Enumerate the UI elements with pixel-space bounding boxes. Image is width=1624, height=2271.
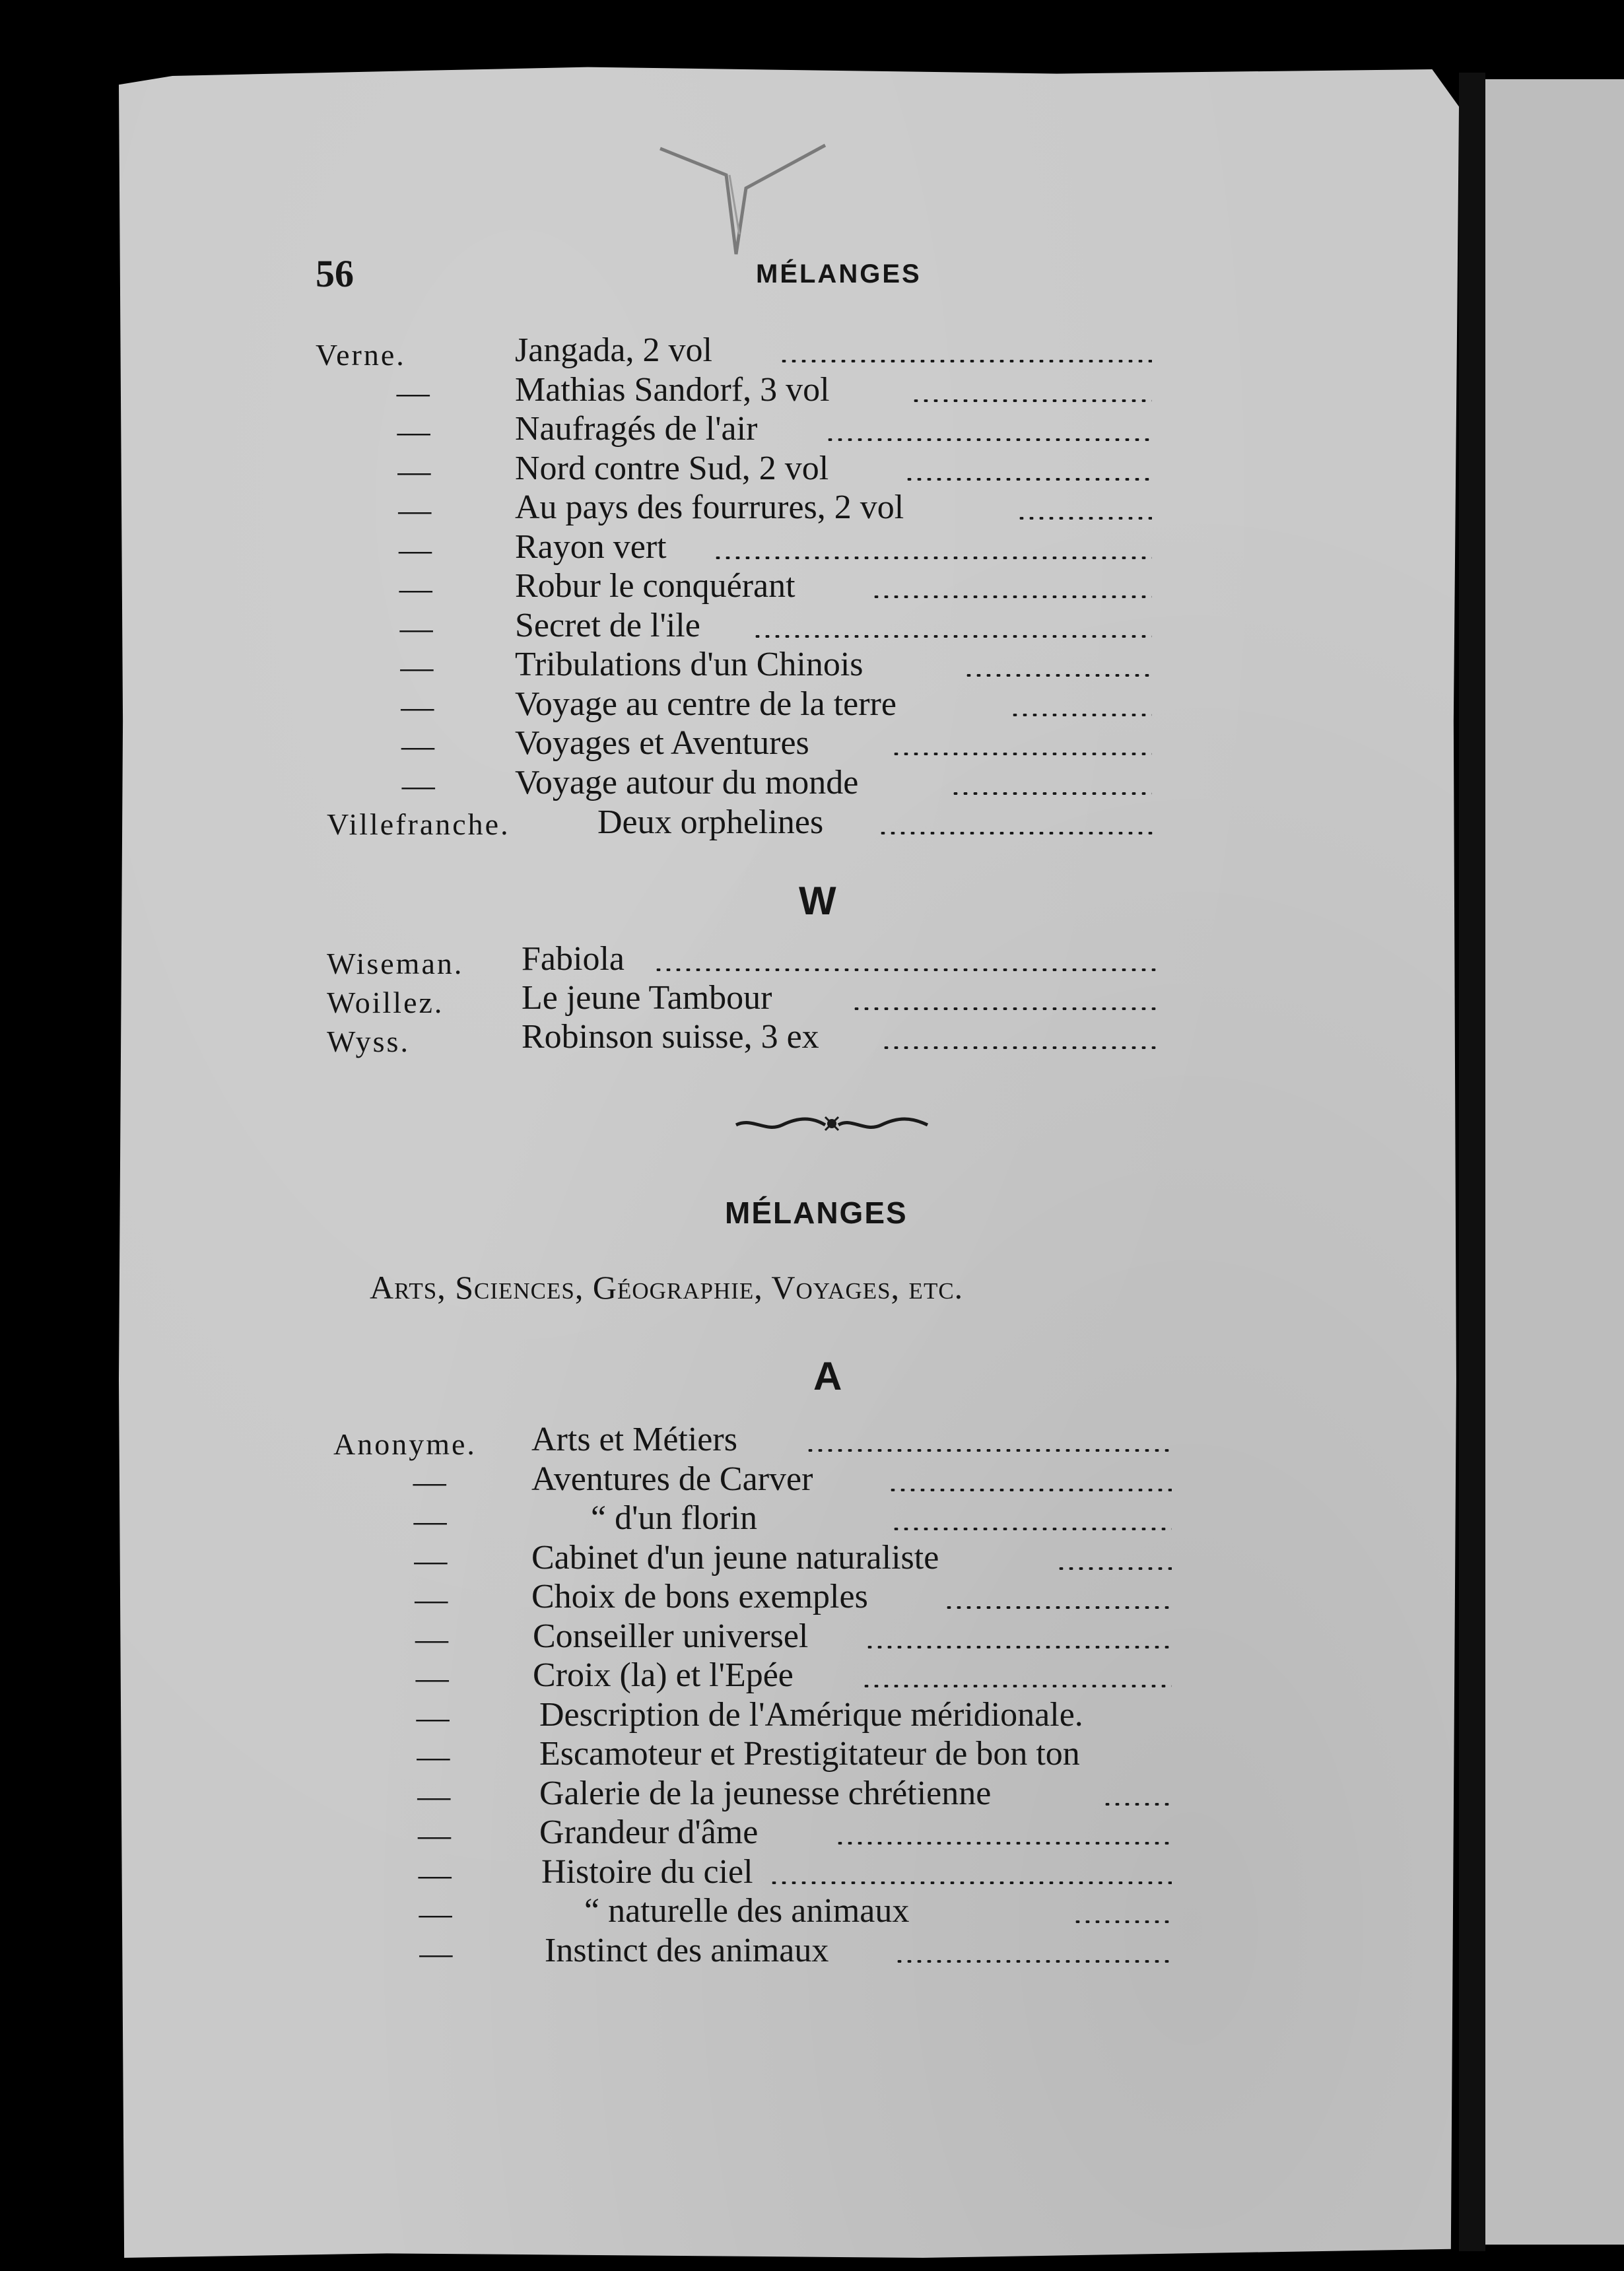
anonyme-entry-title: Grandeur d'âme bbox=[539, 1813, 759, 1851]
dot-leader bbox=[769, 1881, 1172, 1884]
ornament-divider-icon bbox=[733, 1110, 931, 1137]
w-author: Wiseman. bbox=[327, 947, 464, 980]
verne-ditto-dash: — bbox=[398, 491, 432, 528]
anonyme-ditto-dash: — bbox=[418, 1855, 452, 1893]
dot-leader bbox=[871, 595, 1152, 598]
page-number: 56 bbox=[316, 252, 354, 295]
anonyme-ditto-dash: — bbox=[418, 1816, 451, 1853]
dot-leader bbox=[865, 1646, 1172, 1648]
anonyme-entry-title: “ d'un florin bbox=[591, 1499, 757, 1537]
verne-entry-title: Mathias Sandorf, 3 vol bbox=[515, 370, 830, 409]
dot-leader bbox=[891, 753, 1152, 755]
dot-leader bbox=[852, 1007, 1161, 1010]
verne-ditto-dash: — bbox=[401, 766, 435, 803]
verne-entry-title: Naufragés de l'air bbox=[515, 410, 758, 448]
anonyme-author: Anonyme. bbox=[333, 1427, 477, 1461]
dot-leader bbox=[1102, 1803, 1172, 1806]
section-heading-melanges: MÉLANGES bbox=[725, 1196, 908, 1230]
verne-entry-title: Robur le conquérant bbox=[515, 567, 795, 605]
anonyme-ditto-dash: — bbox=[419, 1934, 453, 1971]
w-author: Woillez. bbox=[327, 986, 444, 1019]
w-entry-title: Robinson suisse, 3 ex bbox=[522, 1018, 819, 1056]
dot-leader bbox=[835, 1842, 1172, 1845]
dot-leader bbox=[1073, 1920, 1172, 1923]
dot-leader bbox=[944, 1606, 1172, 1609]
anonyme-ditto-dash: — bbox=[415, 1659, 449, 1696]
anonyme-ditto-dash: — bbox=[419, 1895, 452, 1932]
section-subheading bbox=[370, 1268, 963, 1307]
book-gutter bbox=[1459, 73, 1485, 2251]
dot-leader bbox=[825, 438, 1152, 441]
verne-entry-title: Jangada, 2 vol bbox=[515, 331, 712, 369]
dot-leader bbox=[1056, 1567, 1172, 1570]
verne-entry-title: Au pays des fourrures, 2 vol bbox=[515, 489, 904, 526]
anonyme-entry-title: Instinct des animaux bbox=[545, 1931, 829, 1969]
dot-leader bbox=[1010, 714, 1152, 716]
anonyme-entry-title: “ naturelle des animaux bbox=[584, 1892, 910, 1930]
dot-leader bbox=[1017, 517, 1152, 520]
anonyme-entry-title: Galerie de la jeunesse chrétienne bbox=[539, 1774, 992, 1812]
verne-ditto-dash: — bbox=[396, 373, 430, 411]
author-villefranche: Villefranche. bbox=[327, 807, 510, 841]
dot-leader bbox=[713, 557, 1152, 559]
section-letter-a: A bbox=[813, 1354, 842, 1398]
w-entry-title: Fabiola bbox=[522, 940, 625, 978]
verne-ditto-dash: — bbox=[400, 648, 434, 685]
anonyme-ditto-dash: — bbox=[414, 1541, 448, 1578]
dot-leader bbox=[862, 1685, 1172, 1687]
anonyme-entry-title: Escamoteur et Prestigitateur de bon ton bbox=[539, 1735, 1080, 1773]
verne-entry-title: Tribulations d'un Chinois bbox=[515, 646, 863, 683]
dot-leader bbox=[891, 1528, 1172, 1530]
verne-ditto-dash: — bbox=[399, 609, 433, 646]
dot-leader bbox=[654, 968, 1161, 971]
anonyme-ditto-dash: — bbox=[413, 1502, 447, 1539]
anonyme-entry-title: Description de l'Amérique méridionale. bbox=[539, 1695, 1083, 1734]
verne-entry-title: Rayon vert bbox=[515, 527, 667, 566]
anonyme-ditto-dash: — bbox=[416, 1698, 450, 1736]
anonyme-entry-title: Cabinet d'un jeune naturaliste bbox=[531, 1538, 939, 1576]
verne-author: Verne. bbox=[316, 338, 406, 372]
verne-ditto-dash: — bbox=[401, 727, 434, 764]
dot-leader bbox=[904, 478, 1152, 481]
verne-ditto-dash: — bbox=[397, 413, 430, 450]
dot-leader bbox=[951, 792, 1152, 795]
anonyme-ditto-dash: — bbox=[415, 1580, 448, 1617]
page-tear-icon bbox=[647, 135, 845, 267]
anonyme-entry-title: Croix (la) et l'Epée bbox=[533, 1656, 794, 1694]
verne-entry-title: Voyages et Aventures bbox=[515, 724, 809, 762]
verne-ditto-dash: — bbox=[399, 530, 432, 568]
verne-ditto-dash: — bbox=[399, 570, 432, 607]
w-author: Wyss. bbox=[327, 1025, 410, 1058]
dot-leader bbox=[888, 1489, 1172, 1491]
anonyme-entry-title: Conseiller universel bbox=[533, 1617, 809, 1655]
dot-leader bbox=[881, 1046, 1161, 1049]
verne-ditto-dash: — bbox=[401, 687, 434, 725]
anonyme-entry-title: Arts et Métiers bbox=[531, 1421, 737, 1458]
dot-leader bbox=[964, 674, 1152, 677]
dot-leader bbox=[911, 399, 1152, 402]
section-letter-w: W bbox=[799, 879, 836, 923]
verne-ditto-dash: — bbox=[397, 452, 431, 489]
anonyme-entry-title: Histoire du ciel bbox=[541, 1852, 753, 1891]
dot-leader bbox=[895, 1960, 1172, 1963]
verne-entry-title: Secret de l'ile bbox=[515, 606, 700, 644]
anonyme-ditto-dash: — bbox=[413, 1462, 446, 1500]
anonyme-ditto-dash: — bbox=[417, 1738, 450, 1775]
dot-leader bbox=[779, 360, 1152, 362]
dot-leader bbox=[753, 635, 1152, 638]
running-head: MÉLANGES bbox=[756, 259, 922, 288]
facing-page-edge bbox=[1485, 79, 1624, 2245]
verne-entry-title: Nord contre Sud, 2 vol bbox=[515, 449, 829, 487]
title-deux-orphelines: Deux orphelines bbox=[597, 803, 824, 841]
dot-leader bbox=[805, 1449, 1172, 1452]
w-entry-title: Le jeune Tambour bbox=[522, 979, 772, 1017]
verne-entry-title: Voyage autour du monde bbox=[515, 763, 859, 801]
anonyme-entry-title: Choix de bons exemples bbox=[531, 1578, 868, 1615]
verne-entry-title: Voyage au centre de la terre bbox=[515, 685, 897, 723]
anonyme-ditto-dash: — bbox=[415, 1619, 448, 1657]
subheading-text: Arts, Sciences, Géographie, Voyages, etc. bbox=[370, 1269, 964, 1306]
anonyme-ditto-dash: — bbox=[417, 1777, 451, 1814]
anonyme-entry-title: Aventures de Carver bbox=[531, 1460, 813, 1498]
dot-leader bbox=[878, 832, 1155, 834]
